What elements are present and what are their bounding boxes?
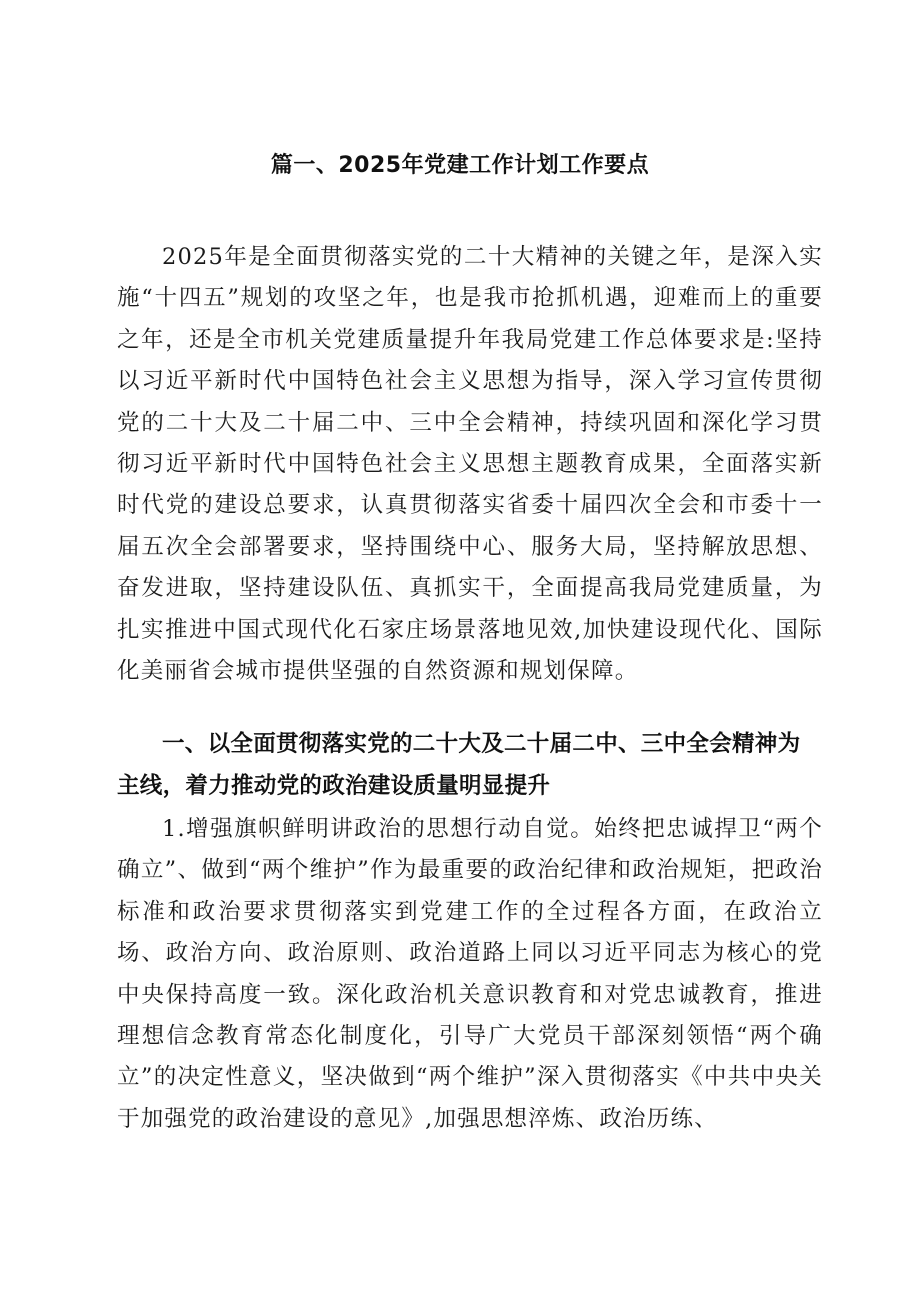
intro-paragraph: 2025年是全面贯彻落实党的二十大精神的关键之年，是深入实施“十四五”规划的攻坚之年，也是我市抢抓机遇，迎难而上的重要之年，还是全市机关党建质量提升年我局党建工作总体要求是:坚持以习近平新时代中国特色社会主义思想为指导，深入学习宣传贯彻党的二十大及二十届二中、三中全会精神，持续巩固和深化学习贯彻习近平新时代中国特色社会主义思想主题教育成果，全面落实新时代党的建设总要求，认真贯彻落实省委十届四次全会和市委十一届五次全会部署要求，坚持围绕中心、服务大局，坚持解放思想、奋发进取，坚持建设队伍、真抓实干，全面提高我局党建质量，为扎实推进中国式现代化石家庄场景落地见效,加快建设现代化、国际化美丽省会城市提供坚强的自然资源和规划保障。 xyxy=(117,244,823,685)
section-1-heading: 一、以全面贯彻落实党的二十大及二十届二中、三中全会精神为主线，着力推动党的政治建设质量明显提升 xyxy=(117,731,801,799)
document-title: 篇一、2025年党建工作计划工作要点 xyxy=(270,153,650,178)
section-1-item-1-paragraph: 1.增强旗帜鲜明讲政治的思想行动自觉。始终把忠诚捍卫“两个确立”、做到“两个维护”作为最重要的政治纪律和政治规矩，把政治标准和政治要求贯彻落实到党建工作的全过程各方面，在政治立场、政治方向、政治原则、政治道路上同以习近平同志为核心的党中央保持高度一致。深化政治机关意识教育和对党忠诚教育，推进理想信念教育常态化制度化，引导广大党员干部深刻领悟“两个确立”的决定性意义，坚决做到“两个维护”深入贯彻落实《中共中央关于加强党的政治建设的意见》,加强思想淬炼、政治历练、 xyxy=(117,816,823,1132)
